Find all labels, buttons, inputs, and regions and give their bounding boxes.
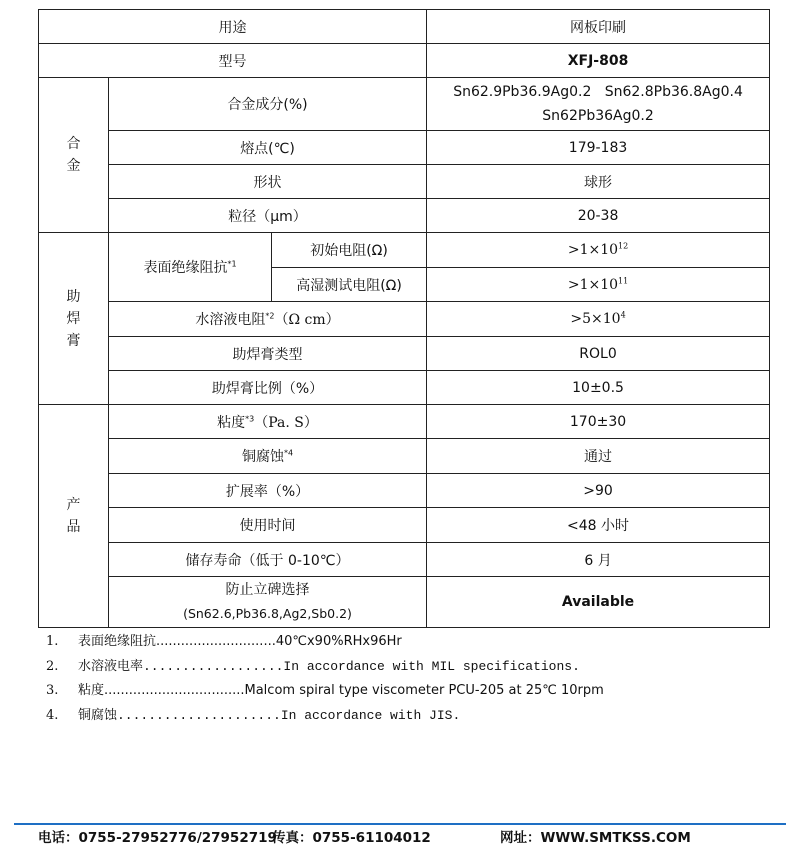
melting-point-value: 179-183 [427,131,770,165]
spec-table [38,9,770,628]
footer-phone: 电话：0755-27952776/27952719 [38,830,277,846]
shape-label: 形状 [109,165,427,199]
tombstone-value: Available [427,577,770,628]
group-flux-char: 膏 [66,332,81,349]
sir-label [109,233,272,302]
header-usage-label: 用途 [39,10,427,44]
sir-footnote-mark: *1 [227,259,237,269]
sir-humid-label: 高湿测试电阻(Ω) [272,268,427,302]
footnote-item [38,679,778,704]
sir-humid-exp: 11 [618,275,629,285]
footnote-text: 表面绝缘阻抗.............................40℃x90%RHx96Hr [78,634,402,649]
footnote-number: 2. [46,658,59,674]
footer-divider [14,823,786,825]
particle-size-label: 粒径（μm） [109,199,427,233]
footnote-item [38,630,778,655]
footer-fax: 传真：0755-61104012 [272,830,431,846]
footnote-number: 3. [46,683,59,698]
corrosion-value: 通过 [427,439,770,474]
storage-label: 储存寿命（低于 0-10℃） [109,543,427,577]
tombstone-label-line: 防止立碑选择 [225,582,310,598]
aqueous-label [109,302,427,337]
viscosity-unit: （Pa. S） [254,414,318,431]
footer-contact [14,827,794,849]
footnotes [38,630,778,728]
footnote-text: 水溶液电率..................In accordance with MIL specifications. [78,658,580,674]
viscosity-value: 170±30 [427,405,770,439]
composition-line: Sn62.9Pb36.9Ag0.2 Sn62.8Pb36.8Ag0.4 [453,84,743,100]
footer-website[interactable]: 网址：WWW.SMTKSS.COM [500,830,691,846]
group-flux-char: 焊 [66,310,81,327]
composition-label: 合金成分(%) [109,78,427,131]
composition-line: Sn62Pb36Ag0.2 [542,108,654,124]
flux-ratio-label: 助焊膏比例（%） [109,371,427,405]
sir-label-text: 表面绝缘阻抗 [143,260,228,276]
group-product-char: 品 [66,519,81,535]
sir-initial-value [427,233,770,268]
flux-ratio-value: 10±0.5 [427,371,770,405]
composition-value [427,78,770,131]
group-alloy [39,78,109,233]
model-value: XFJ-808 [427,44,770,78]
spread-label: 扩展率（%） [109,474,427,508]
aqueous-base: >5×10 [570,311,621,327]
footnote-text: 粘度..................................Malcom spiral type viscometer PCU-205 at 25℃ 10rpm [78,683,604,698]
group-flux-char: 助 [66,288,81,305]
group-product-char: 产 [66,497,81,513]
model-label: 型号 [39,44,427,78]
footnote-item [38,704,778,729]
footnote-number: 1. [46,634,59,649]
flux-type-label: 助焊膏类型 [109,337,427,371]
sir-humid-value [427,268,770,302]
footnote-number: 4. [46,707,59,723]
group-product [39,405,109,628]
corrosion-footnote-mark: *4 [283,448,294,458]
sir-initial-exp: 12 [618,241,629,251]
particle-size-value: 20-38 [427,199,770,233]
group-alloy-char: 金 [66,158,81,174]
footnote-text: 铜腐蚀.....................In accordance with JIS. [78,707,461,723]
sir-humid-base: >1×10 [567,276,619,293]
group-alloy-char: 合 [66,136,81,152]
spread-value: >90 [427,474,770,508]
shape-value: 球形 [427,165,770,199]
storage-value: 6 月 [427,543,770,577]
aqueous-exp: 4 [620,310,626,320]
usage-value: <48 小时 [427,508,770,543]
corrosion-label-text: 铜腐蚀 [241,449,284,465]
flux-type-value: ROL0 [427,337,770,371]
aqueous-unit: （Ω cm） [274,312,340,328]
header-usage-value: 网板印刷 [427,10,770,44]
footnote-item [38,655,778,680]
viscosity-label-text: 粘度 [217,414,246,431]
sir-initial-base: >1×10 [567,242,619,258]
sir-initial-label: 初始电阻(Ω) [272,233,427,268]
usage-label: 使用时间 [109,508,427,543]
tombstone-label [109,577,427,628]
viscosity-label [109,405,427,439]
viscosity-footnote-mark: *3 [245,413,255,423]
melting-point-label: 熔点(℃) [109,131,427,165]
tombstone-label-line: (Sn62.6,Pb36.8,Ag2,Sb0.2) [183,606,352,621]
aqueous-value [427,302,770,337]
aqueous-footnote-mark: *2 [265,311,275,321]
corrosion-label [109,439,427,474]
group-flux [39,233,109,405]
aqueous-label-text: 水溶液电阻 [195,312,266,328]
